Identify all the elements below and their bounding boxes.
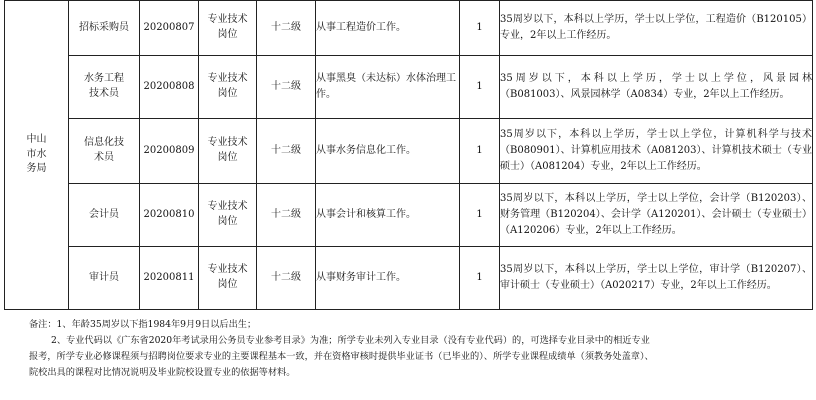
position-name-cell (69, 184, 140, 247)
position-name: 审计员 (89, 272, 119, 283)
job-requirement: 35周岁以下，本科以上学历，学士以上学位，计算机科学与技术（B080901）、计算机应用技术（A081203）、计算机技术硕士（专业硕士）（A081204）专业，2年以上工作经历。 (500, 119, 813, 184)
position-name: 水务工程技术员 (84, 73, 124, 99)
table-row (5, 247, 813, 310)
job-requirement: 35周岁以下，本科以上学历，学士以上学位，风景园林（B081003）、风景园林学（A0834）专业，2年以上工作经历。 (500, 56, 813, 119)
position-level: 十二级 (257, 184, 316, 247)
job-requirement: 35周岁以下，本科以上学历，学士以上学位，工程造价（B120105）专业，2年以上工作经历。 (500, 1, 813, 56)
position-level: 十二级 (257, 1, 316, 56)
position-name: 招标采购员 (79, 22, 129, 33)
job-duty: 从事财务审计工作。 (316, 247, 460, 310)
position-category: 专业技术岗位 (207, 137, 248, 163)
position-category-cell (199, 184, 257, 247)
position-code: 20200807 (140, 1, 199, 56)
position-category-cell (199, 119, 257, 184)
position-category: 专业技术岗位 (207, 14, 248, 40)
hire-count: 1 (460, 119, 500, 184)
position-code: 20200810 (140, 184, 199, 247)
position-code: 20200809 (140, 119, 199, 184)
position-name: 信息化技术员 (84, 137, 124, 163)
job-requirement: 35周岁以下，本科以上学历，学士以上学位，审计学（B120207）、审计硕士（专业硕士）（A020217）专业，2年以上工作经历。 (500, 247, 813, 310)
table-wrapper (4, 0, 812, 310)
job-duty: 从事水务信息化工作。 (316, 119, 460, 184)
position-name: 会计员 (89, 209, 119, 220)
hire-count: 1 (460, 184, 500, 247)
note-line-4: 院校出具的课程对比情况说明及毕业院校设置专业的依据等材料。 (29, 367, 296, 379)
position-code: 20200811 (140, 247, 199, 310)
job-requirement: 35周岁以下，本科以上学历，学士以上学位，会计学（B120203）、财务管理（B120204）、会计学（A120201）、会计硕士（专业硕士）（A120206）专业，2年以上工作经历。 (500, 184, 813, 247)
department-name: 中山市水务局 (26, 134, 47, 174)
note-line-3: 报考，所学专业必修课程须与招聘岗位要求专业的主要课程基本一致，并在资格审核时提供毕业证书（已毕业的）、所学专业课程成绩单（须教务处盖章）、 (29, 351, 654, 363)
hire-count: 1 (460, 247, 500, 310)
table-row (5, 56, 813, 119)
hire-count: 1 (460, 1, 500, 56)
note-line-1: 备注：1、年龄35周岁以下指1984年9月9日以后出生； (29, 319, 257, 330)
position-name-cell (69, 1, 140, 56)
table-row (5, 1, 813, 56)
position-category: 专业技术岗位 (207, 264, 248, 290)
department-cell (5, 1, 69, 310)
position-category: 专业技术岗位 (207, 73, 248, 99)
job-duty: 从事会计和核算工作。 (316, 184, 460, 247)
position-category-cell (199, 56, 257, 119)
position-code: 20200808 (140, 56, 199, 119)
notes-block (29, 317, 809, 381)
hire-count: 1 (460, 56, 500, 119)
position-category-cell (199, 247, 257, 310)
position-category-cell (199, 1, 257, 56)
position-level: 十二级 (257, 247, 316, 310)
position-name-cell (69, 247, 140, 310)
recruitment-table (4, 0, 813, 310)
table-row (5, 184, 813, 247)
table-row (5, 119, 813, 184)
position-category: 专业技术岗位 (207, 201, 248, 227)
position-name-cell (69, 56, 140, 119)
position-name-cell (69, 119, 140, 184)
position-level: 十二级 (257, 119, 316, 184)
note-line-2: 2、专业代码以《广东省2020年考试录用公务员专业参考目录》为准；所学专业未列入专业目录（没有专业代码）的，可选择专业目录中的相近专业 (51, 335, 650, 347)
job-duty: 从事黑臭（未达标）水体治理工作。 (316, 56, 460, 119)
position-level: 十二级 (257, 56, 316, 119)
job-duty: 从事工程造价工作。 (316, 1, 460, 56)
